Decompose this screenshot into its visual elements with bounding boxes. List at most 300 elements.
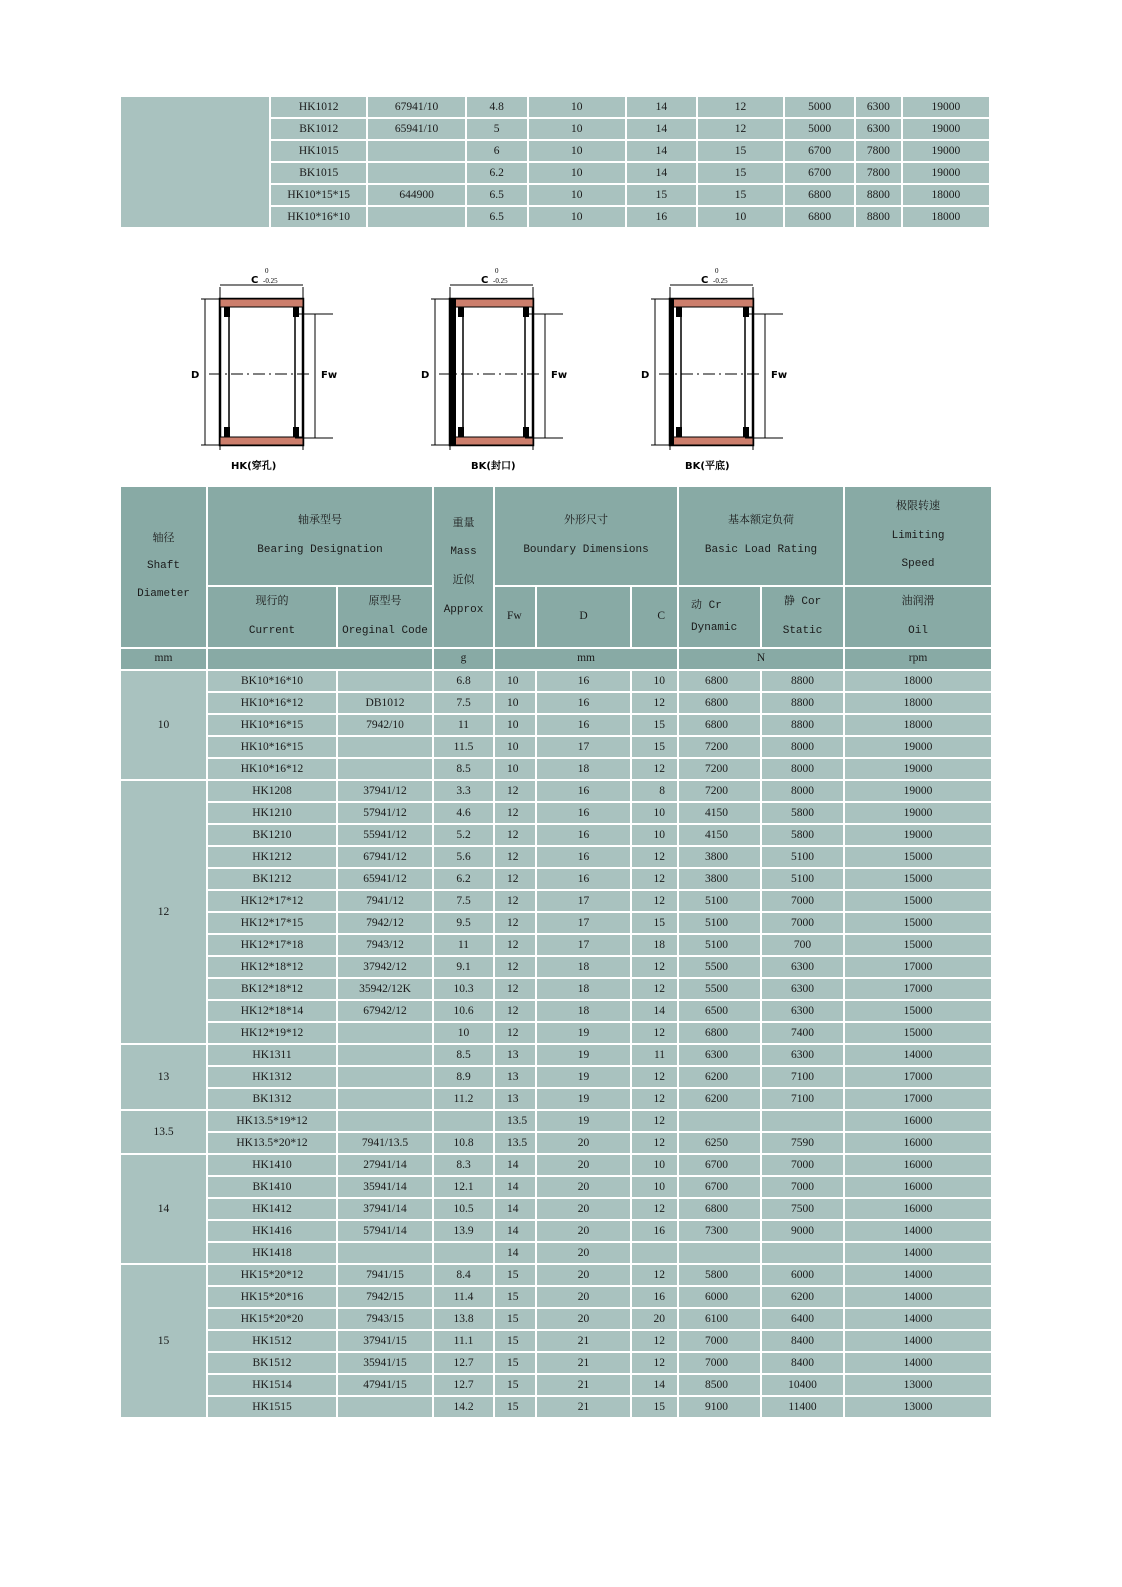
table-cell: 6800 bbox=[678, 714, 761, 736]
table-cell: HK1515 bbox=[207, 1396, 337, 1418]
table-cell: 6300 bbox=[761, 956, 844, 978]
table-cell: 8000 bbox=[761, 780, 844, 802]
table-cell bbox=[337, 758, 433, 780]
table-cell: 12.7 bbox=[433, 1374, 494, 1396]
table-cell: 16000 bbox=[844, 1110, 992, 1132]
table-cell: 16 bbox=[536, 714, 631, 736]
table-cell: 10 bbox=[631, 824, 678, 846]
table-cell: HK1311 bbox=[207, 1044, 337, 1066]
table-row bbox=[120, 890, 992, 912]
header-current-en: Current bbox=[248, 625, 296, 637]
table-cell: HK1208 bbox=[207, 780, 337, 802]
table-cell: 16 bbox=[631, 1220, 678, 1242]
header-designation-en: Bearing Designation bbox=[257, 544, 383, 556]
table-cell: 15 bbox=[494, 1352, 536, 1374]
shaft-diameter-cell: 12 bbox=[120, 780, 207, 1044]
table-cell: 5800 bbox=[678, 1264, 761, 1286]
bearing-spec-table bbox=[119, 485, 993, 1419]
table-cell: 19 bbox=[536, 1022, 631, 1044]
table-cell: HK1312 bbox=[207, 1066, 337, 1088]
table-cell: 16 bbox=[536, 868, 631, 890]
table-cell: 19 bbox=[536, 1066, 631, 1088]
table-cell: HK10*16*15 bbox=[207, 736, 337, 758]
table-cell: 11.1 bbox=[433, 1330, 494, 1352]
tolerance-lower: -0.25 bbox=[263, 277, 278, 285]
table-cell: 7942/12 bbox=[337, 912, 433, 934]
table-cell: 8800 bbox=[855, 206, 902, 228]
table-cell: 6700 bbox=[784, 162, 855, 184]
diagram-caption: BK(平底) bbox=[685, 461, 730, 472]
table-cell: 10 bbox=[494, 692, 536, 714]
unit-shaft: mm bbox=[120, 648, 207, 670]
table-cell bbox=[367, 162, 465, 184]
table-cell: 35942/12K bbox=[337, 978, 433, 1000]
table-cell: 7200 bbox=[678, 736, 761, 758]
table-cell: 5500 bbox=[678, 978, 761, 1000]
header-cor-cn: 静 Cor bbox=[783, 596, 822, 609]
table-cell: 15 bbox=[697, 162, 784, 184]
table-cell: 10 bbox=[433, 1022, 494, 1044]
table-row bbox=[120, 1308, 992, 1330]
table-cell bbox=[337, 1044, 433, 1066]
table-cell: HK10*16*12 bbox=[207, 758, 337, 780]
table-row bbox=[120, 1132, 992, 1154]
table-cell: 12 bbox=[631, 1132, 678, 1154]
table-cell: 10 bbox=[494, 714, 536, 736]
table-cell: 12 bbox=[631, 1066, 678, 1088]
table-cell: 18 bbox=[536, 1000, 631, 1022]
table-cell: 644900 bbox=[367, 184, 465, 206]
header-speed-en: Limiting bbox=[891, 529, 945, 542]
table-cell: 12 bbox=[631, 1352, 678, 1374]
top-bearing-table bbox=[119, 95, 991, 229]
table-cell: 5100 bbox=[678, 934, 761, 956]
table-cell: 14 bbox=[494, 1198, 536, 1220]
table-cell: 11.5 bbox=[433, 736, 494, 758]
table-cell: 4150 bbox=[678, 802, 761, 824]
table-cell: 16 bbox=[536, 670, 631, 692]
table-cell: 7943/12 bbox=[337, 934, 433, 956]
table-cell: 7941/13.5 bbox=[337, 1132, 433, 1154]
table-cell: 5100 bbox=[761, 846, 844, 868]
table-cell: 19000 bbox=[844, 824, 992, 846]
table-cell: 18 bbox=[631, 934, 678, 956]
table-cell bbox=[433, 1110, 494, 1132]
table-cell: 11 bbox=[433, 934, 494, 956]
table-cell: HK1512 bbox=[207, 1330, 337, 1352]
table-cell: 18000 bbox=[902, 206, 990, 228]
table-cell: 12 bbox=[494, 890, 536, 912]
table-cell: 14000 bbox=[844, 1286, 992, 1308]
c-dimension-label: C bbox=[251, 275, 259, 286]
table-cell: 5100 bbox=[678, 912, 761, 934]
table-cell: 6.5 bbox=[466, 206, 528, 228]
table-cell bbox=[337, 736, 433, 758]
table-cell: 14000 bbox=[844, 1352, 992, 1374]
shaft-diameter-cell: 15 bbox=[120, 1264, 207, 1418]
table-cell: 8 bbox=[631, 780, 678, 802]
header-dims bbox=[494, 486, 678, 586]
table-cell: 11 bbox=[631, 1044, 678, 1066]
table-cell: 15000 bbox=[844, 1000, 992, 1022]
table-cell: 7000 bbox=[761, 1176, 844, 1198]
table-cell: BK12*18*12 bbox=[207, 978, 337, 1000]
table-cell: 16 bbox=[536, 846, 631, 868]
table-cell: 6200 bbox=[678, 1088, 761, 1110]
table-cell: 13.9 bbox=[433, 1220, 494, 1242]
table-cell: 27941/14 bbox=[337, 1154, 433, 1176]
table-cell: 8500 bbox=[678, 1374, 761, 1396]
table-cell: 9000 bbox=[761, 1220, 844, 1242]
table-cell bbox=[337, 1088, 433, 1110]
table-cell: 12 bbox=[631, 1110, 678, 1132]
table-cell: 21 bbox=[536, 1396, 631, 1418]
table-cell: 11.2 bbox=[433, 1088, 494, 1110]
table-row bbox=[120, 1264, 992, 1286]
table-cell: HK15*20*16 bbox=[207, 1286, 337, 1308]
table-cell: 15000 bbox=[844, 1022, 992, 1044]
shaft-diameter-cell: 10 bbox=[120, 670, 207, 780]
shaft-diameter-cell: 13 bbox=[120, 1044, 207, 1110]
table-row bbox=[120, 714, 992, 736]
table-cell: 17 bbox=[536, 736, 631, 758]
table-row bbox=[120, 1066, 992, 1088]
table-row bbox=[120, 1110, 992, 1132]
table-row bbox=[120, 780, 992, 802]
table-cell: 15 bbox=[494, 1308, 536, 1330]
table-cell: 5.6 bbox=[433, 846, 494, 868]
table-row bbox=[120, 868, 992, 890]
table-cell: 6800 bbox=[678, 1198, 761, 1220]
table-cell: 20 bbox=[536, 1154, 631, 1176]
table-cell: HK12*18*12 bbox=[207, 956, 337, 978]
header-mass bbox=[433, 486, 494, 648]
table-cell: 6000 bbox=[761, 1264, 844, 1286]
table-cell: 12 bbox=[631, 1198, 678, 1220]
tolerance-upper: 0 bbox=[715, 267, 719, 275]
table-row bbox=[120, 758, 992, 780]
table-cell: 9.1 bbox=[433, 956, 494, 978]
table-cell: 12 bbox=[697, 96, 784, 118]
table-cell bbox=[631, 1242, 678, 1264]
table-cell: HK1210 bbox=[207, 802, 337, 824]
table-cell: HK12*19*12 bbox=[207, 1022, 337, 1044]
table-cell: 18000 bbox=[844, 714, 992, 736]
table-row bbox=[120, 1044, 992, 1066]
table-cell: 7800 bbox=[855, 140, 902, 162]
table-cell: 10.6 bbox=[433, 1000, 494, 1022]
table-cell: 8.5 bbox=[433, 758, 494, 780]
table-cell: 12 bbox=[494, 824, 536, 846]
table-cell: HK12*17*18 bbox=[207, 934, 337, 956]
c-dimension-label: C bbox=[481, 275, 489, 286]
table-row bbox=[120, 1330, 992, 1352]
table-cell: 16 bbox=[536, 824, 631, 846]
table-cell: 700 bbox=[761, 934, 844, 956]
table-cell: 7943/15 bbox=[337, 1308, 433, 1330]
table-cell: 20 bbox=[536, 1220, 631, 1242]
table-cell: 15 bbox=[697, 184, 784, 206]
table-cell: 20 bbox=[536, 1176, 631, 1198]
table-cell bbox=[678, 1242, 761, 1264]
table-cell: 20 bbox=[631, 1308, 678, 1330]
header-shaft-en: Shaft bbox=[146, 560, 180, 573]
table-cell: 10 bbox=[528, 162, 626, 184]
header-mass-cn2: 近似 bbox=[452, 575, 475, 587]
table-cell: 7941/15 bbox=[337, 1264, 433, 1286]
table-cell: 6800 bbox=[678, 670, 761, 692]
table-cell: HK12*17*12 bbox=[207, 890, 337, 912]
table-cell: 15 bbox=[494, 1396, 536, 1418]
table-cell: 12 bbox=[631, 890, 678, 912]
table-cell: 12 bbox=[631, 1022, 678, 1044]
diagram-hk bbox=[191, 267, 337, 472]
table-cell: 6800 bbox=[678, 692, 761, 714]
table-cell: 6800 bbox=[784, 206, 855, 228]
table-cell: 12 bbox=[494, 1000, 536, 1022]
table-row bbox=[120, 956, 992, 978]
tolerance-upper: 0 bbox=[495, 267, 499, 275]
table-row bbox=[120, 1000, 992, 1022]
table-cell: 10 bbox=[528, 118, 626, 140]
table-cell: BK1210 bbox=[207, 824, 337, 846]
table-cell: 16 bbox=[536, 692, 631, 714]
table-cell: 8800 bbox=[855, 184, 902, 206]
table-cell: 10.3 bbox=[433, 978, 494, 1000]
header-cor bbox=[761, 586, 844, 648]
table-cell: 10 bbox=[494, 736, 536, 758]
table-cell: 6 bbox=[466, 140, 528, 162]
table-cell: 14 bbox=[626, 118, 697, 140]
table-cell: 20 bbox=[536, 1242, 631, 1264]
table-cell: 12.7 bbox=[433, 1352, 494, 1374]
table-cell: 7000 bbox=[761, 890, 844, 912]
table-cell: 14 bbox=[631, 1374, 678, 1396]
header-speed-cn: 极限转速 bbox=[896, 501, 941, 514]
table-cell: 12 bbox=[494, 780, 536, 802]
table-cell: 15 bbox=[494, 1330, 536, 1352]
table-cell: 10 bbox=[494, 670, 536, 692]
table-cell: 8400 bbox=[761, 1330, 844, 1352]
unit-load: N bbox=[678, 648, 844, 670]
table-cell: 16000 bbox=[844, 1176, 992, 1198]
table-cell: 17 bbox=[536, 890, 631, 912]
header-mass-en: Mass bbox=[450, 546, 477, 559]
table-cell: 12 bbox=[631, 1264, 678, 1286]
table-cell: 10 bbox=[494, 758, 536, 780]
table-cell: 5000 bbox=[784, 96, 855, 118]
table-cell: 57941/12 bbox=[337, 802, 433, 824]
table-cell: 17 bbox=[536, 934, 631, 956]
table-cell: 20 bbox=[536, 1286, 631, 1308]
table-cell bbox=[337, 1022, 433, 1044]
table-row bbox=[120, 1022, 992, 1044]
table-cell: 15000 bbox=[844, 846, 992, 868]
table-cell: 6.2 bbox=[466, 162, 528, 184]
table-row bbox=[120, 736, 992, 758]
table-cell: HK1412 bbox=[207, 1198, 337, 1220]
table-cell: 7500 bbox=[761, 1198, 844, 1220]
bearing-diagrams bbox=[185, 262, 825, 476]
table-cell: 5500 bbox=[678, 956, 761, 978]
header-d: D bbox=[536, 586, 631, 648]
table-cell: 19000 bbox=[844, 780, 992, 802]
table-cell bbox=[678, 1110, 761, 1132]
header-current bbox=[207, 586, 337, 648]
table-cell: HK1418 bbox=[207, 1242, 337, 1264]
table-cell: 5000 bbox=[784, 118, 855, 140]
table-cell: 7.5 bbox=[433, 692, 494, 714]
table-cell: DB1012 bbox=[337, 692, 433, 714]
table-cell: 16 bbox=[536, 780, 631, 802]
table-cell: 6800 bbox=[678, 1022, 761, 1044]
table-cell: 5.2 bbox=[433, 824, 494, 846]
unit-mass: g bbox=[433, 648, 494, 670]
table-cell: 37942/12 bbox=[337, 956, 433, 978]
table-cell: 14.2 bbox=[433, 1396, 494, 1418]
table-cell: 6300 bbox=[761, 1000, 844, 1022]
table-cell: HK1212 bbox=[207, 846, 337, 868]
table-cell: 7200 bbox=[678, 780, 761, 802]
header-c: C bbox=[631, 586, 678, 648]
table-cell: 18000 bbox=[902, 184, 990, 206]
table-cell: 20 bbox=[536, 1198, 631, 1220]
table-row bbox=[120, 1374, 992, 1396]
table-cell: 65941/12 bbox=[337, 868, 433, 890]
table-cell: HK1012 bbox=[270, 96, 367, 118]
table-cell bbox=[337, 1110, 433, 1132]
table-cell: 11400 bbox=[761, 1396, 844, 1418]
table-cell: 14000 bbox=[844, 1044, 992, 1066]
table-cell: 7942/15 bbox=[337, 1286, 433, 1308]
table-row bbox=[120, 1220, 992, 1242]
table-cell: 13 bbox=[494, 1066, 536, 1088]
table-cell: 55941/12 bbox=[337, 824, 433, 846]
tolerance-upper: 0 bbox=[265, 267, 269, 275]
table-cell: BK1410 bbox=[207, 1176, 337, 1198]
table-cell: 12 bbox=[494, 956, 536, 978]
table-cell: 17000 bbox=[844, 1088, 992, 1110]
table-cell: 12 bbox=[494, 912, 536, 934]
table-cell bbox=[761, 1110, 844, 1132]
table-cell: 8400 bbox=[761, 1352, 844, 1374]
table-cell: 6800 bbox=[784, 184, 855, 206]
table-cell: 9.5 bbox=[433, 912, 494, 934]
diagram-bk-flat bbox=[641, 267, 787, 472]
table-cell: 18 bbox=[536, 978, 631, 1000]
table-cell: 12 bbox=[494, 978, 536, 1000]
header-shaft bbox=[120, 486, 207, 648]
unit-dims: mm bbox=[494, 648, 678, 670]
table-cell: 17000 bbox=[844, 1066, 992, 1088]
table-cell: 15 bbox=[697, 140, 784, 162]
tolerance-lower: -0.25 bbox=[493, 277, 508, 285]
table-cell: 10 bbox=[528, 184, 626, 206]
table-cell: 16000 bbox=[844, 1132, 992, 1154]
table-cell: HK13.5*19*12 bbox=[207, 1110, 337, 1132]
table-cell: 19000 bbox=[902, 140, 990, 162]
header-load-cn: 基本额定负荷 bbox=[728, 515, 795, 528]
table-cell: 8.5 bbox=[433, 1044, 494, 1066]
table-cell: 6300 bbox=[761, 1044, 844, 1066]
table-cell: 6300 bbox=[855, 96, 902, 118]
diagram-bk-sealed bbox=[421, 267, 567, 472]
d-dimension-label: D bbox=[421, 370, 430, 381]
table-row bbox=[120, 670, 992, 692]
table-cell: 12 bbox=[631, 1088, 678, 1110]
header-dims-cn: 外形尺寸 bbox=[564, 515, 609, 528]
table-cell: 14 bbox=[626, 162, 697, 184]
table-cell: 15 bbox=[631, 1396, 678, 1418]
table-cell: 14 bbox=[626, 96, 697, 118]
header-shaft-cn: 轴径 bbox=[152, 532, 175, 545]
c-dimension-label: C bbox=[701, 275, 709, 286]
table-cell: 18000 bbox=[844, 670, 992, 692]
table-cell: 6400 bbox=[761, 1308, 844, 1330]
table-cell: 6.5 bbox=[466, 184, 528, 206]
table-cell: 7941/12 bbox=[337, 890, 433, 912]
header-designation-cn: 轴承型号 bbox=[298, 515, 342, 528]
table-cell: 12 bbox=[631, 868, 678, 890]
table-cell: 6200 bbox=[761, 1286, 844, 1308]
diagram-caption: HK(穿孔) bbox=[231, 461, 277, 472]
table-cell: 19 bbox=[536, 1088, 631, 1110]
table-cell bbox=[337, 1396, 433, 1418]
table-cell: 6.2 bbox=[433, 868, 494, 890]
table-cell: 17000 bbox=[844, 978, 992, 1000]
table-row bbox=[120, 1242, 992, 1264]
table-cell: 6300 bbox=[855, 118, 902, 140]
table-cell: HK1410 bbox=[207, 1154, 337, 1176]
table-cell: 14000 bbox=[844, 1330, 992, 1352]
table-cell: 19000 bbox=[902, 96, 990, 118]
table-cell: 6.8 bbox=[433, 670, 494, 692]
fw-dimension-label: Fw bbox=[321, 370, 338, 381]
table-cell: HK13.5*20*12 bbox=[207, 1132, 337, 1154]
table-cell: 7300 bbox=[678, 1220, 761, 1242]
table-cell: 14000 bbox=[844, 1264, 992, 1286]
table-cell: 20 bbox=[536, 1264, 631, 1286]
unit-speed: rpm bbox=[844, 648, 992, 670]
table-cell: 5 bbox=[466, 118, 528, 140]
table-cell: 11.4 bbox=[433, 1286, 494, 1308]
header-designation bbox=[207, 486, 433, 586]
tolerance-lower: -0.25 bbox=[713, 277, 728, 285]
table-cell: 15 bbox=[626, 184, 697, 206]
table-cell: 6700 bbox=[784, 140, 855, 162]
table-cell: HK10*15*15 bbox=[270, 184, 367, 206]
table-cell: 12 bbox=[494, 934, 536, 956]
header-mass-cn: 重量 bbox=[452, 517, 475, 530]
table-cell: 13000 bbox=[844, 1374, 992, 1396]
header-oil bbox=[844, 586, 992, 648]
table-row bbox=[120, 1352, 992, 1374]
header-original bbox=[337, 586, 433, 648]
table-cell: 67941/10 bbox=[367, 96, 465, 118]
table-cell: 57941/14 bbox=[337, 1220, 433, 1242]
table-cell: 7942/10 bbox=[337, 714, 433, 736]
table-cell: 5800 bbox=[761, 802, 844, 824]
header-shaft-en2: Diameter bbox=[137, 587, 190, 600]
table-cell: 20 bbox=[536, 1308, 631, 1330]
table-cell: HK15*20*20 bbox=[207, 1308, 337, 1330]
shaft-cell bbox=[120, 96, 270, 228]
table-cell: 15000 bbox=[844, 890, 992, 912]
table-cell: BK1015 bbox=[270, 162, 367, 184]
table-cell: 14000 bbox=[844, 1242, 992, 1264]
table-cell: HK12*18*14 bbox=[207, 1000, 337, 1022]
table-cell: 12 bbox=[631, 692, 678, 714]
